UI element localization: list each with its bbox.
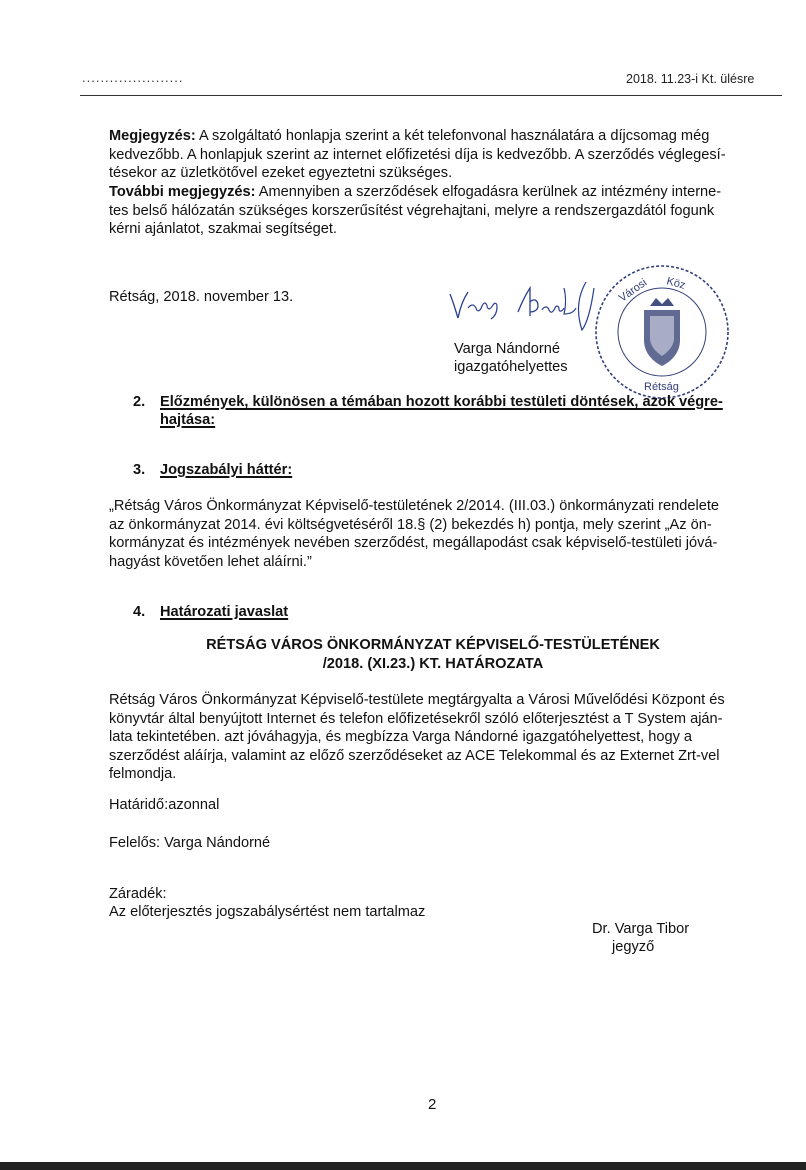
note-label: Megjegyzés:	[109, 128, 196, 144]
section-3-number: 3.	[133, 462, 146, 478]
resolution-title-line-1: RÉTSÁG VÁROS ÖNKORMÁNYZAT KÉPVISELŐ-TESTÜLETÉNEK	[206, 637, 660, 653]
clause-text: Az előterjesztés jogszabálysértést nem tartalmaz	[109, 904, 426, 920]
resolution-text-1: Rétság Város Önkormányzat Képviselő-testülete megtárgyalta a Városi Művelődési Központ és	[109, 692, 725, 708]
resolution-text-5: felmondja.	[109, 766, 177, 783]
note-text-3: tésekor az üzletkötővel ezeket egyeztetni szükséges.	[109, 165, 453, 182]
header-divider	[80, 95, 782, 96]
scan-edge-strip	[0, 1162, 806, 1170]
resolution-title	[109, 636, 757, 674]
note-text-1: A szolgáltató honlapja szerint a két telefonvonal használatára a díjcsomag még	[195, 128, 710, 144]
notary-title: jegyző	[612, 939, 655, 955]
note-text-2: kedvezőbb. A honlapjuk szerint az internet előfizetési díja is kedvezőbb. A szerződés véglegesí-	[109, 146, 726, 163]
section-2-title-line-1: Előzmények, különösen a témában hozott korábbi testületi döntések, azok végre-	[160, 394, 723, 410]
meeting-reference: 2018. 11.23-i Kt. ülésre	[626, 72, 755, 86]
further-note-paragraph	[109, 183, 757, 239]
header-dots: ......................	[82, 70, 184, 85]
deadline: Határidő:azonnal	[109, 797, 220, 813]
section-2-number: 2.	[133, 394, 146, 410]
page-number: 2	[428, 1096, 437, 1113]
section-3-title: Jogszabályi háttér:	[160, 462, 293, 478]
further-note-text-1: Amennyiben a szerződések elfogadásra kerülnek az intézmény interne-	[255, 184, 722, 200]
official-stamp	[592, 262, 732, 402]
signer-name: Varga Nándorné	[454, 341, 561, 357]
legal-text-2: az önkormányzat 2014. évi költségvetéséről 18.§ (2) bekezdés h) pontja, mely szerint „Az ön-	[109, 516, 712, 533]
resolution-text-4: szerződést aláírja, valamint az előző szerződéseket az ACE Telekommal és az Externet Zrt-vel	[109, 747, 720, 764]
svg-text:Köz: Köz	[665, 275, 687, 292]
section-2-title-line-2: hajtása:	[160, 412, 216, 428]
signer-title: igazgatóhelyettes	[454, 359, 568, 375]
section-4-number: 4.	[133, 604, 146, 620]
handwritten-signature	[446, 282, 596, 334]
place-date: Rétság, 2018. november 13.	[109, 289, 294, 305]
further-note-text-3: kérni ajánlatot, szakmai segítséget.	[109, 221, 337, 238]
note-paragraph	[109, 127, 757, 183]
further-note-text-2: tes belső hálózatán szükséges korszerűsítést végrehajtani, melyre a rendszergazdától fogunk	[109, 202, 715, 219]
svg-text:Rétság: Rétság	[644, 381, 679, 393]
responsible-person: Felelős: Varga Nándorné	[109, 835, 271, 851]
clause-label: Záradék:	[109, 886, 167, 902]
resolution-text-2: könyvtár által benyújtott Internet és telefon előfizetésekről szóló előterjesztést a T System aján-	[109, 710, 723, 727]
legal-background-paragraph	[109, 497, 757, 571]
notary-name: Dr. Varga Tibor	[592, 921, 690, 937]
section-4-title: Határozati javaslat	[160, 604, 289, 620]
legal-text-3: kormányzat és intézmények nevében szerződést, megállapodást csak képviselő-testületi jóvá-	[109, 535, 718, 552]
resolution-text-3: lata tekintetében. azt jóváhagyja, és megbízza Varga Nándorné igazgatóhelyettest, hogy a	[109, 729, 693, 746]
legal-text-4: hagyást követően lehet aláírni.”	[109, 553, 312, 570]
resolution-body	[109, 691, 757, 784]
legal-text-1: „Rétság Város Önkormányzat Képviselő-testületének 2/2014. (III.03.) önkormányzati rendelete	[109, 498, 720, 514]
svg-text:Városi: Városi	[616, 276, 650, 305]
resolution-title-line-2: /2018. (XI.23.) KT. HATÁROZATA	[322, 656, 544, 672]
further-note-label: További megjegyzés:	[109, 184, 256, 200]
